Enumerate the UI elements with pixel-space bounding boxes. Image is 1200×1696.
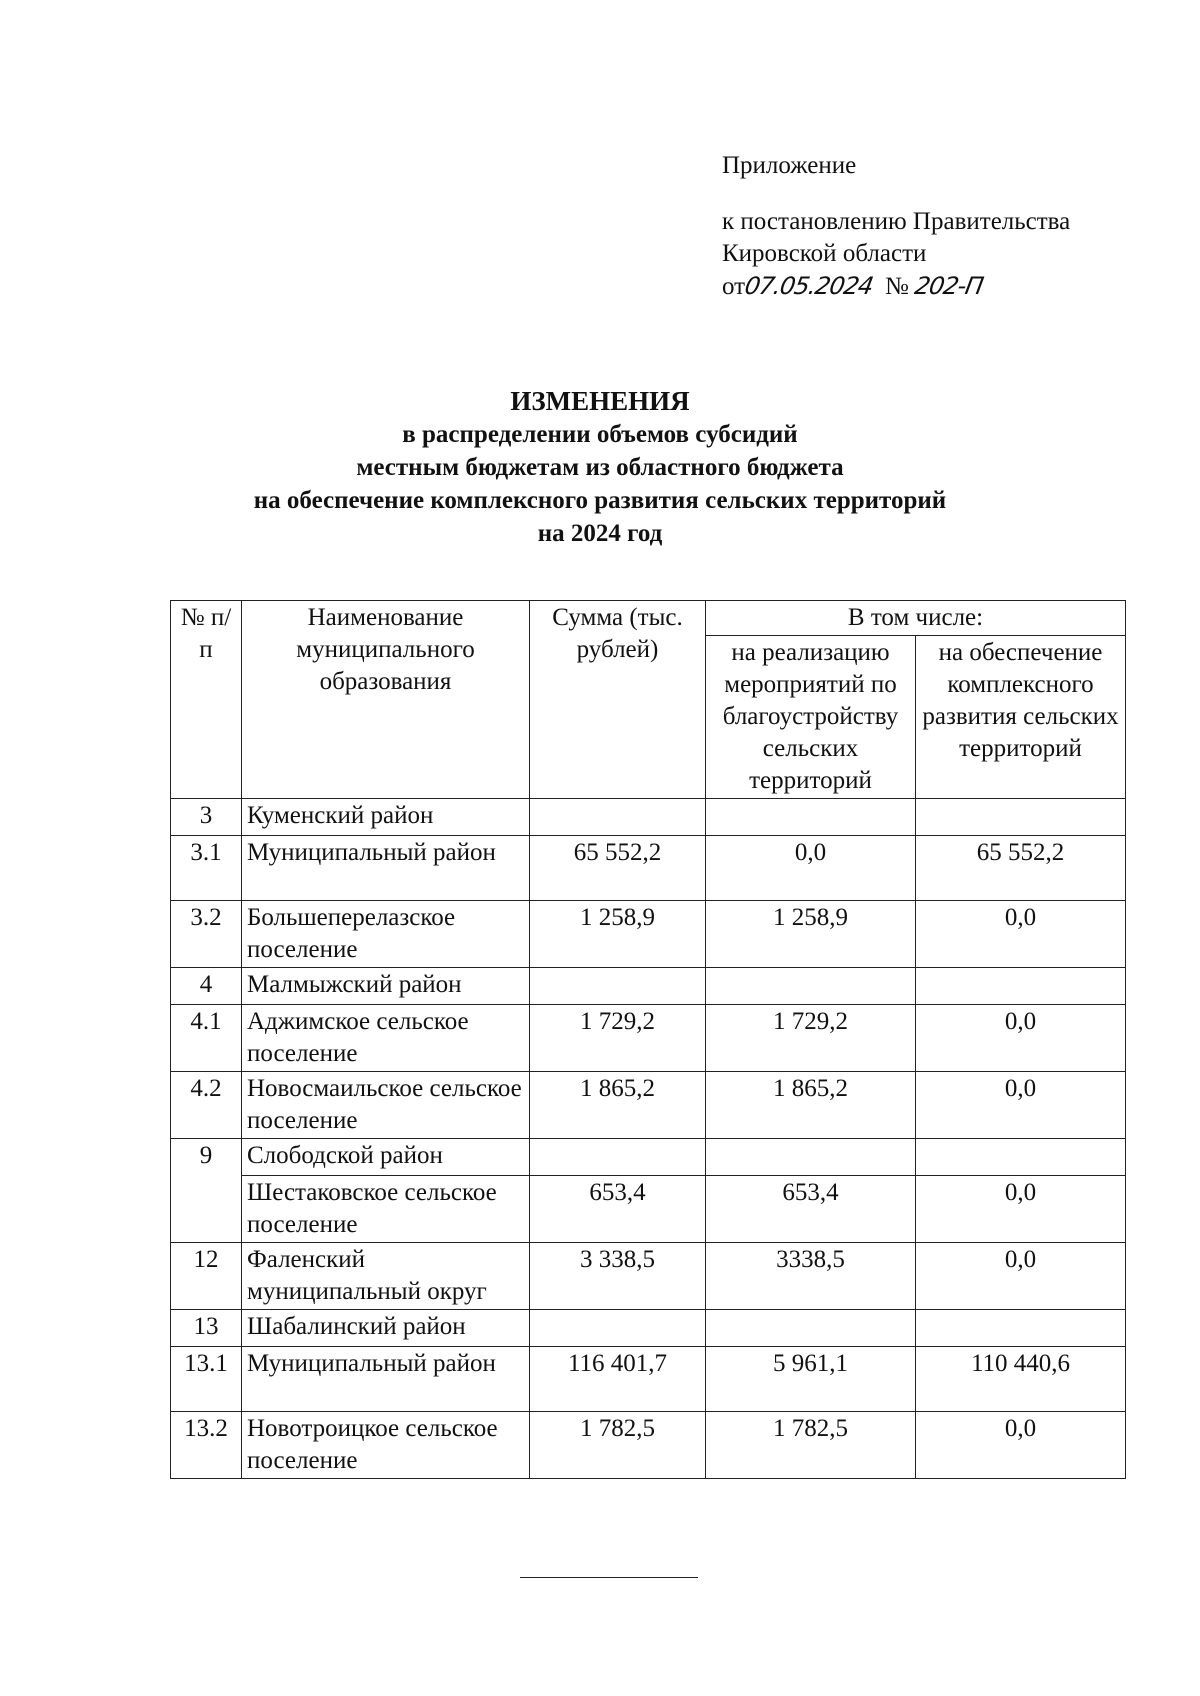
cell-name: Шабалинский район [242, 1310, 530, 1347]
table-row [171, 901, 1126, 968]
cell-improvement: 3338,5 [706, 1243, 916, 1310]
cell-num: 4 [171, 968, 242, 1005]
cell-improvement: 0,0 [706, 836, 916, 901]
cell-name: Новосмаильское сельское поселение [242, 1072, 530, 1139]
appendix-block [722, 150, 1070, 303]
cell-development: 0,0 [916, 1005, 1126, 1072]
header-development: на обеспечение комплексного развития сельских территорий [916, 636, 1126, 799]
cell-development: 110 440,6 [916, 1347, 1126, 1412]
cell-sum: 1 729,2 [530, 1005, 706, 1072]
title-line-4: на 2024 год [537, 520, 663, 547]
date-prefix: от [722, 273, 746, 300]
cell-sum: 116 401,7 [530, 1347, 706, 1412]
cell-improvement: 653,4 [706, 1176, 916, 1243]
appendix-resolution-line: к постановлению Правительства [722, 208, 1071, 235]
cell-development: 65 552,2 [916, 836, 1126, 901]
cell-improvement: 1 782,5 [706, 1412, 916, 1479]
cell-name: Малмыжский район [242, 968, 530, 1005]
cell-development [916, 1310, 1126, 1347]
document-title [0, 385, 1200, 550]
header-sum: Сумма (тыс. рублей) [530, 601, 706, 799]
header-including: В том числе: [706, 601, 1126, 636]
header-num: № п/п [171, 601, 242, 799]
cell-sum [530, 1310, 706, 1347]
cell-improvement [706, 799, 916, 836]
cell-sum: 65 552,2 [530, 836, 706, 901]
table-row [171, 1243, 1126, 1310]
cell-sum [530, 799, 706, 836]
table-row [171, 1005, 1126, 1072]
cell-improvement: 1 258,9 [706, 901, 916, 968]
cell-num: 3.1 [171, 836, 242, 901]
cell-num: 9 [171, 1139, 242, 1243]
cell-name: Слободской район [242, 1139, 530, 1176]
cell-name: Куменский район [242, 799, 530, 836]
cell-sum: 3 338,5 [530, 1243, 706, 1310]
cell-num: 13.2 [171, 1412, 242, 1479]
cell-improvement: 5 961,1 [706, 1347, 916, 1412]
table-row [171, 836, 1126, 901]
title-line-2: местным бюджетам из областного бюджета [356, 454, 844, 481]
table-row [171, 968, 1126, 1005]
cell-development: 0,0 [916, 1176, 1126, 1243]
cell-sum: 1 258,9 [530, 901, 706, 968]
closing-divider [520, 1577, 698, 1578]
header-improvement: на реализацию мероприятий по благоустройству сельских территорий [706, 636, 916, 799]
cell-name: Шестаковское сельское поселение [242, 1176, 530, 1243]
cell-improvement [706, 968, 916, 1005]
table-row [171, 1310, 1126, 1347]
number-prefix: № [885, 273, 909, 300]
cell-name: Новотроицкое сельское поселение [242, 1412, 530, 1479]
cell-development [916, 1139, 1126, 1176]
cell-development: 0,0 [916, 1072, 1126, 1139]
table-row [171, 1139, 1126, 1176]
cell-sum [530, 968, 706, 1005]
table-row [171, 1072, 1126, 1139]
cell-development: 0,0 [916, 901, 1126, 968]
title-main: ИЗМЕНЕНИЯ [510, 386, 690, 416]
cell-improvement [706, 1139, 916, 1176]
cell-name: Муниципальный район [242, 836, 530, 901]
cell-num: 13 [171, 1310, 242, 1347]
cell-improvement [706, 1310, 916, 1347]
table-row [171, 1347, 1126, 1412]
cell-development: 0,0 [916, 1412, 1126, 1479]
cell-development [916, 968, 1126, 1005]
title-line-1: в распределении объемов субсидий [402, 421, 798, 448]
cell-num: 4.2 [171, 1072, 242, 1139]
handwritten-date: 07.05.2024 [742, 272, 875, 300]
cell-num: 4.1 [171, 1005, 242, 1072]
budget-table [170, 600, 1126, 1479]
title-line-3: на обеспечение комплексного развития сельских территорий [253, 487, 947, 514]
appendix-date-line [722, 270, 1070, 303]
table-row [171, 1176, 1126, 1243]
appendix-region-line: Кировской области [722, 240, 927, 267]
cell-improvement: 1 865,2 [706, 1072, 916, 1139]
cell-name: Большеперелазское поселение [242, 901, 530, 968]
cell-num: 3.2 [171, 901, 242, 968]
cell-improvement: 1 729,2 [706, 1005, 916, 1072]
cell-sum: 1 865,2 [530, 1072, 706, 1139]
handwritten-number: 202-П [912, 272, 986, 300]
table-row [171, 799, 1126, 836]
cell-development: 0,0 [916, 1243, 1126, 1310]
cell-sum: 653,4 [530, 1176, 706, 1243]
cell-num: 12 [171, 1243, 242, 1310]
header-name: Наименование муниципального образования [242, 601, 530, 799]
cell-sum: 1 782,5 [530, 1412, 706, 1479]
cell-development [916, 799, 1126, 836]
cell-name: Муниципальный район [242, 1347, 530, 1412]
appendix-caption: Приложение [722, 152, 857, 179]
cell-sum [530, 1139, 706, 1176]
table-row [171, 1412, 1126, 1479]
cell-num: 13.1 [171, 1347, 242, 1412]
cell-num: 3 [171, 799, 242, 836]
cell-name: Аджимское сельское поселение [242, 1005, 530, 1072]
cell-name: Фаленский муниципальный округ [242, 1243, 530, 1310]
